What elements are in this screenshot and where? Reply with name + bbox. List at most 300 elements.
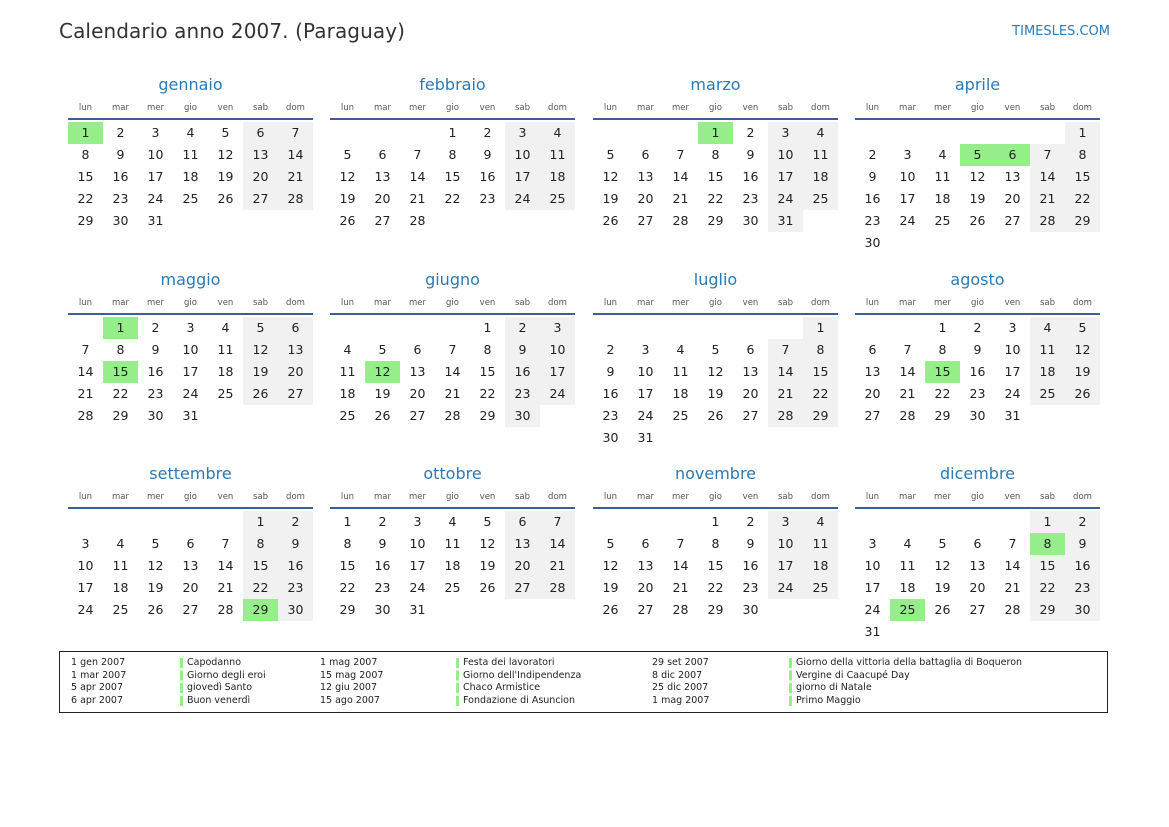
month-name: dicembre (939, 464, 1016, 483)
holiday-date: 8 dic 2007 (652, 669, 703, 681)
day-cell: 29 (803, 405, 838, 427)
weekday-label: gio (184, 492, 197, 502)
day-cell: 9 (278, 533, 313, 555)
day-cell: 3 (505, 122, 540, 144)
day-cell: 7 (1008, 536, 1017, 551)
weekday-label: gio (971, 298, 984, 308)
empty-cell (138, 511, 173, 533)
day-cell: 2 (973, 320, 982, 335)
weekday-label: gio (709, 298, 722, 308)
weekday-label: sab (1039, 298, 1056, 308)
empty-cell (890, 511, 925, 533)
day-cell: 27 (409, 408, 426, 423)
day-cell: 29 (77, 213, 94, 228)
day-cell: 27 (742, 408, 759, 423)
week-row (330, 361, 575, 383)
day-cell: 27 (243, 188, 278, 210)
empty-cell (890, 232, 925, 254)
day-cell: 22 (1030, 577, 1065, 599)
day-cell: 30 (374, 602, 391, 617)
day-cell: 28 (77, 408, 94, 423)
week-row (68, 144, 313, 166)
empty-cell (278, 210, 313, 232)
day-cell: 5 (606, 147, 615, 162)
day-cell: 14 (540, 533, 575, 555)
day-cell: 6 (973, 536, 982, 551)
day-cell: 14 (899, 364, 916, 379)
weekday-label: dom (548, 298, 567, 308)
empty-cell (768, 599, 803, 621)
day-cell: 14 (672, 169, 689, 184)
day-cell: 25 (444, 580, 461, 595)
day-cell: 19 (934, 580, 951, 595)
day-cell: 21 (672, 580, 689, 595)
day-cell: 5 (711, 342, 720, 357)
empty-cell (470, 210, 505, 232)
empty-cell (243, 405, 278, 427)
day-cell: 15 (77, 169, 94, 184)
day-cell: 11 (444, 536, 461, 551)
empty-cell (768, 317, 803, 339)
week-row (330, 599, 575, 621)
day-cell: 28 (444, 408, 461, 423)
weekday-label: gio (184, 298, 197, 308)
day-cell: 6 (641, 536, 650, 551)
day-cell: 1 (1030, 511, 1065, 533)
day-cell: 10 (768, 144, 803, 166)
holiday-date: 25 dic 2007 (652, 682, 709, 694)
week-row (855, 621, 1100, 643)
empty-cell (995, 621, 1030, 643)
month-days (68, 122, 313, 232)
day-cell: 28 (540, 577, 575, 599)
day-cell: 8 (81, 147, 90, 162)
day-cell: 2 (116, 125, 125, 140)
day-cell: 27 (374, 213, 391, 228)
weekday-label: ven (479, 298, 496, 308)
week-row (330, 405, 575, 427)
day-cell: 24 (864, 602, 881, 617)
day-cell: 22 (1065, 188, 1100, 210)
empty-cell (68, 317, 103, 339)
week-row (855, 166, 1100, 188)
weekday-label: mar (637, 492, 654, 502)
day-cell: 19 (602, 580, 619, 595)
day-cell: 14 (217, 558, 234, 573)
empty-cell (593, 511, 628, 533)
week-row (593, 144, 838, 166)
holiday-day-cell: 15 (925, 361, 960, 383)
day-cell: 22 (707, 580, 724, 595)
empty-cell (1030, 405, 1065, 427)
day-cell: 27 (278, 383, 313, 405)
day-cell: 20 (1004, 191, 1021, 206)
day-cell: 24 (768, 188, 803, 210)
day-cell: 14 (444, 364, 461, 379)
holiday-date: 1 mag 2007 (320, 657, 378, 668)
week-row (68, 166, 313, 188)
day-cell: 21 (1030, 188, 1065, 210)
day-cell: 15 (1030, 555, 1065, 577)
empty-cell (628, 511, 663, 533)
day-cell: 7 (1030, 144, 1065, 166)
day-cell: 28 (217, 602, 234, 617)
day-cell: 23 (479, 191, 496, 206)
week-row (68, 555, 313, 577)
weekday-label: dom (286, 492, 305, 502)
holiday-name: Giorno degli eroi (187, 669, 266, 681)
day-cell: 23 (278, 577, 313, 599)
day-cell: 29 (1065, 210, 1100, 232)
week-row (855, 339, 1100, 361)
day-cell: 25 (803, 577, 838, 599)
day-cell: 30 (742, 213, 759, 228)
empty-cell (1030, 232, 1065, 254)
day-cell: 28 (768, 405, 803, 427)
empty-cell (208, 405, 243, 427)
holiday-date: 15 ago 2007 (320, 694, 380, 706)
weekday-label: ven (479, 103, 496, 113)
day-cell: 8 (711, 536, 720, 551)
day-cell: 7 (676, 536, 685, 551)
day-cell: 20 (374, 191, 391, 206)
week-row (593, 122, 838, 144)
day-cell: 24 (768, 577, 803, 599)
empty-cell (890, 317, 925, 339)
day-cell: 7 (81, 342, 90, 357)
holiday-date: 6 apr 2007 (71, 694, 124, 706)
weekday-label: ven (1004, 298, 1021, 308)
day-cell: 1 (483, 320, 492, 335)
week-row (855, 577, 1100, 599)
day-cell: 17 (77, 580, 94, 595)
weekday-label: mer (146, 103, 164, 113)
week-row (593, 210, 838, 232)
weekday-label: gio (446, 103, 459, 113)
day-cell: 24 (637, 408, 654, 423)
day-cell: 2 (505, 317, 540, 339)
day-cell: 7 (413, 147, 422, 162)
empty-cell (698, 427, 733, 449)
day-cell: 15 (479, 364, 496, 379)
week-row (593, 166, 838, 188)
day-cell: 13 (374, 169, 391, 184)
week-row (855, 533, 1100, 555)
weekday-header (330, 98, 575, 120)
day-cell: 3 (151, 125, 160, 140)
day-cell: 20 (243, 166, 278, 188)
day-cell: 10 (768, 533, 803, 555)
day-cell: 23 (147, 386, 164, 401)
day-cell: 18 (1030, 361, 1065, 383)
day-cell: 22 (707, 191, 724, 206)
empty-cell (208, 511, 243, 533)
day-cell: 6 (868, 342, 877, 357)
day-cell: 24 (505, 188, 540, 210)
day-cell: 9 (868, 169, 877, 184)
day-cell: 1 (938, 320, 947, 335)
day-cell: 19 (374, 386, 391, 401)
day-cell: 4 (540, 122, 575, 144)
week-row (855, 361, 1100, 383)
day-cell: 18 (934, 191, 951, 206)
week-row (593, 188, 838, 210)
weekday-label: ven (742, 103, 759, 113)
day-cell: 1 (1065, 122, 1100, 144)
weekday-label: lun (340, 298, 355, 308)
day-cell: 12 (602, 558, 619, 573)
day-cell: 13 (182, 558, 199, 573)
months-grid (68, 74, 1102, 644)
day-cell: 16 (112, 169, 129, 184)
weekday-label: lun (865, 103, 880, 113)
day-cell: 24 (899, 213, 916, 228)
holiday-day-cell: 8 (1030, 533, 1065, 555)
day-cell: 5 (483, 514, 492, 529)
empty-cell (803, 210, 838, 232)
weekday-header (855, 98, 1100, 120)
weekday-label: sab (514, 103, 531, 113)
day-cell: 3 (413, 514, 422, 529)
weekday-label: mer (146, 298, 164, 308)
day-cell: 3 (540, 317, 575, 339)
day-cell: 19 (243, 361, 278, 383)
weekday-label: sab (514, 492, 531, 502)
month-giugno (330, 269, 575, 427)
weekday-label: sab (514, 298, 531, 308)
holiday-date: 1 gen 2007 (71, 657, 126, 668)
weekday-label: dom (548, 492, 567, 502)
empty-cell (925, 511, 960, 533)
weekday-label: mer (933, 103, 951, 113)
weekday-label: ven (479, 492, 496, 502)
day-cell: 26 (707, 408, 724, 423)
day-cell: 16 (278, 555, 313, 577)
week-row (593, 405, 838, 427)
day-cell: 20 (864, 386, 881, 401)
day-cell: 25 (182, 191, 199, 206)
day-cell: 4 (116, 536, 125, 551)
month-days (593, 317, 838, 449)
empty-cell (400, 122, 435, 144)
day-cell: 20 (278, 361, 313, 383)
day-cell: 25 (339, 408, 356, 423)
day-cell: 15 (803, 361, 838, 383)
day-cell: 3 (81, 536, 90, 551)
day-cell: 8 (116, 342, 125, 357)
day-cell: 4 (938, 147, 947, 162)
day-cell: 17 (182, 364, 199, 379)
day-cell: 31 (182, 408, 199, 423)
weekday-label: lun (603, 492, 618, 502)
day-cell: 28 (672, 213, 689, 228)
weekday-label: mar (374, 103, 391, 113)
day-cell: 11 (339, 364, 356, 379)
day-cell: 7 (221, 536, 230, 551)
day-cell: 19 (969, 191, 986, 206)
day-cell: 21 (217, 580, 234, 595)
empty-cell (1065, 232, 1100, 254)
month-days (593, 122, 838, 232)
empty-cell (330, 122, 365, 144)
day-cell: 17 (409, 558, 426, 573)
holiday-dates-col-2 (320, 657, 383, 707)
weekday-label: mar (637, 298, 654, 308)
empty-cell (1030, 122, 1065, 144)
weekday-label: mar (112, 103, 129, 113)
empty-cell (243, 210, 278, 232)
week-row (855, 144, 1100, 166)
site-link[interactable]: TIMESLES.COM (1012, 24, 1110, 39)
weekday-label: mer (146, 492, 164, 502)
day-cell: 8 (483, 342, 492, 357)
holiday-date: 1 mar 2007 (71, 669, 127, 681)
day-cell: 17 (1004, 364, 1021, 379)
empty-cell (593, 317, 628, 339)
month-name: luglio (693, 270, 738, 289)
empty-cell (698, 317, 733, 339)
day-cell: 17 (864, 580, 881, 595)
week-row (330, 210, 575, 232)
empty-cell (890, 621, 925, 643)
day-cell: 6 (746, 342, 755, 357)
day-cell: 26 (969, 213, 986, 228)
empty-cell (768, 427, 803, 449)
day-cell: 14 (409, 169, 426, 184)
month-gennaio (68, 74, 313, 232)
day-cell: 14 (768, 361, 803, 383)
day-cell: 12 (217, 147, 234, 162)
week-row (593, 427, 838, 449)
day-cell: 2 (746, 514, 755, 529)
day-cell: 9 (1065, 533, 1100, 555)
holiday-names-col-1 (187, 657, 266, 707)
day-cell: 20 (637, 191, 654, 206)
day-cell: 30 (505, 405, 540, 427)
day-cell: 21 (768, 383, 803, 405)
empty-cell (960, 621, 995, 643)
day-cell: 11 (182, 147, 199, 162)
month-name: aprile (954, 75, 1001, 94)
week-row (68, 317, 313, 339)
day-cell: 29 (112, 408, 129, 423)
day-cell: 9 (378, 536, 387, 551)
day-cell: 18 (444, 558, 461, 573)
day-cell: 22 (803, 383, 838, 405)
day-cell: 15 (707, 169, 724, 184)
empty-cell (663, 511, 698, 533)
day-cell: 4 (803, 511, 838, 533)
weekday-label: lun (865, 298, 880, 308)
day-cell: 25 (803, 188, 838, 210)
empty-cell (1030, 621, 1065, 643)
empty-cell (733, 317, 768, 339)
month-name: agosto (950, 270, 1005, 289)
month-luglio (593, 269, 838, 449)
week-row (855, 210, 1100, 232)
weekday-header (593, 98, 838, 120)
day-cell: 1 (343, 514, 352, 529)
day-cell: 16 (969, 364, 986, 379)
day-cell: 26 (339, 213, 356, 228)
day-cell: 4 (1030, 317, 1065, 339)
holiday-name: Buon venerdì (187, 694, 251, 706)
day-cell: 16 (1065, 555, 1100, 577)
day-cell: 30 (969, 408, 986, 423)
day-cell: 10 (505, 144, 540, 166)
empty-cell (540, 210, 575, 232)
holiday-date: 5 apr 2007 (71, 682, 124, 694)
month-agosto (855, 269, 1100, 427)
empty-cell (925, 232, 960, 254)
month-days (855, 122, 1100, 254)
day-cell: 16 (479, 169, 496, 184)
day-cell: 12 (969, 169, 986, 184)
weekday-label: ven (1004, 492, 1021, 502)
week-row (855, 383, 1100, 405)
day-cell: 21 (1004, 580, 1021, 595)
day-cell: 11 (803, 144, 838, 166)
weekday-label: sab (1039, 103, 1056, 113)
day-cell: 25 (540, 188, 575, 210)
weekday-header (855, 487, 1100, 509)
weekday-label: ven (1004, 103, 1021, 113)
day-cell: 25 (217, 386, 234, 401)
month-maggio (68, 269, 313, 427)
day-cell: 27 (637, 213, 654, 228)
empty-cell (628, 122, 663, 144)
holiday-dates-col-3 (652, 657, 709, 707)
day-cell: 5 (221, 125, 230, 140)
weekday-label: mer (671, 103, 689, 113)
day-cell: 15 (339, 558, 356, 573)
day-cell: 12 (479, 536, 496, 551)
month-febbraio (330, 74, 575, 232)
weekday-label: lun (340, 103, 355, 113)
weekday-label: gio (446, 492, 459, 502)
day-cell: 12 (147, 558, 164, 573)
day-cell: 29 (339, 602, 356, 617)
day-cell: 10 (77, 558, 94, 573)
week-row (593, 317, 838, 339)
empty-cell (1065, 621, 1100, 643)
holiday-names-col-2 (463, 657, 581, 707)
week-row (68, 188, 313, 210)
empty-cell (925, 621, 960, 643)
day-cell: 31 (1004, 408, 1021, 423)
day-cell: 29 (934, 408, 951, 423)
day-cell: 8 (243, 533, 278, 555)
day-cell: 7 (903, 342, 912, 357)
empty-cell (330, 317, 365, 339)
week-row (68, 533, 313, 555)
empty-cell (803, 599, 838, 621)
day-cell: 19 (339, 191, 356, 206)
day-cell: 5 (243, 317, 278, 339)
day-cell: 1 (243, 511, 278, 533)
week-row (593, 361, 838, 383)
day-cell: 18 (803, 555, 838, 577)
day-cell: 11 (217, 342, 234, 357)
day-cell: 28 (1030, 210, 1065, 232)
day-cell: 19 (217, 169, 234, 184)
day-cell: 14 (1004, 558, 1021, 573)
weekday-label: mar (899, 298, 916, 308)
weekday-label: gio (446, 298, 459, 308)
holiday-day-cell: 6 (995, 144, 1030, 166)
day-cell: 23 (602, 408, 619, 423)
empty-cell (925, 122, 960, 144)
